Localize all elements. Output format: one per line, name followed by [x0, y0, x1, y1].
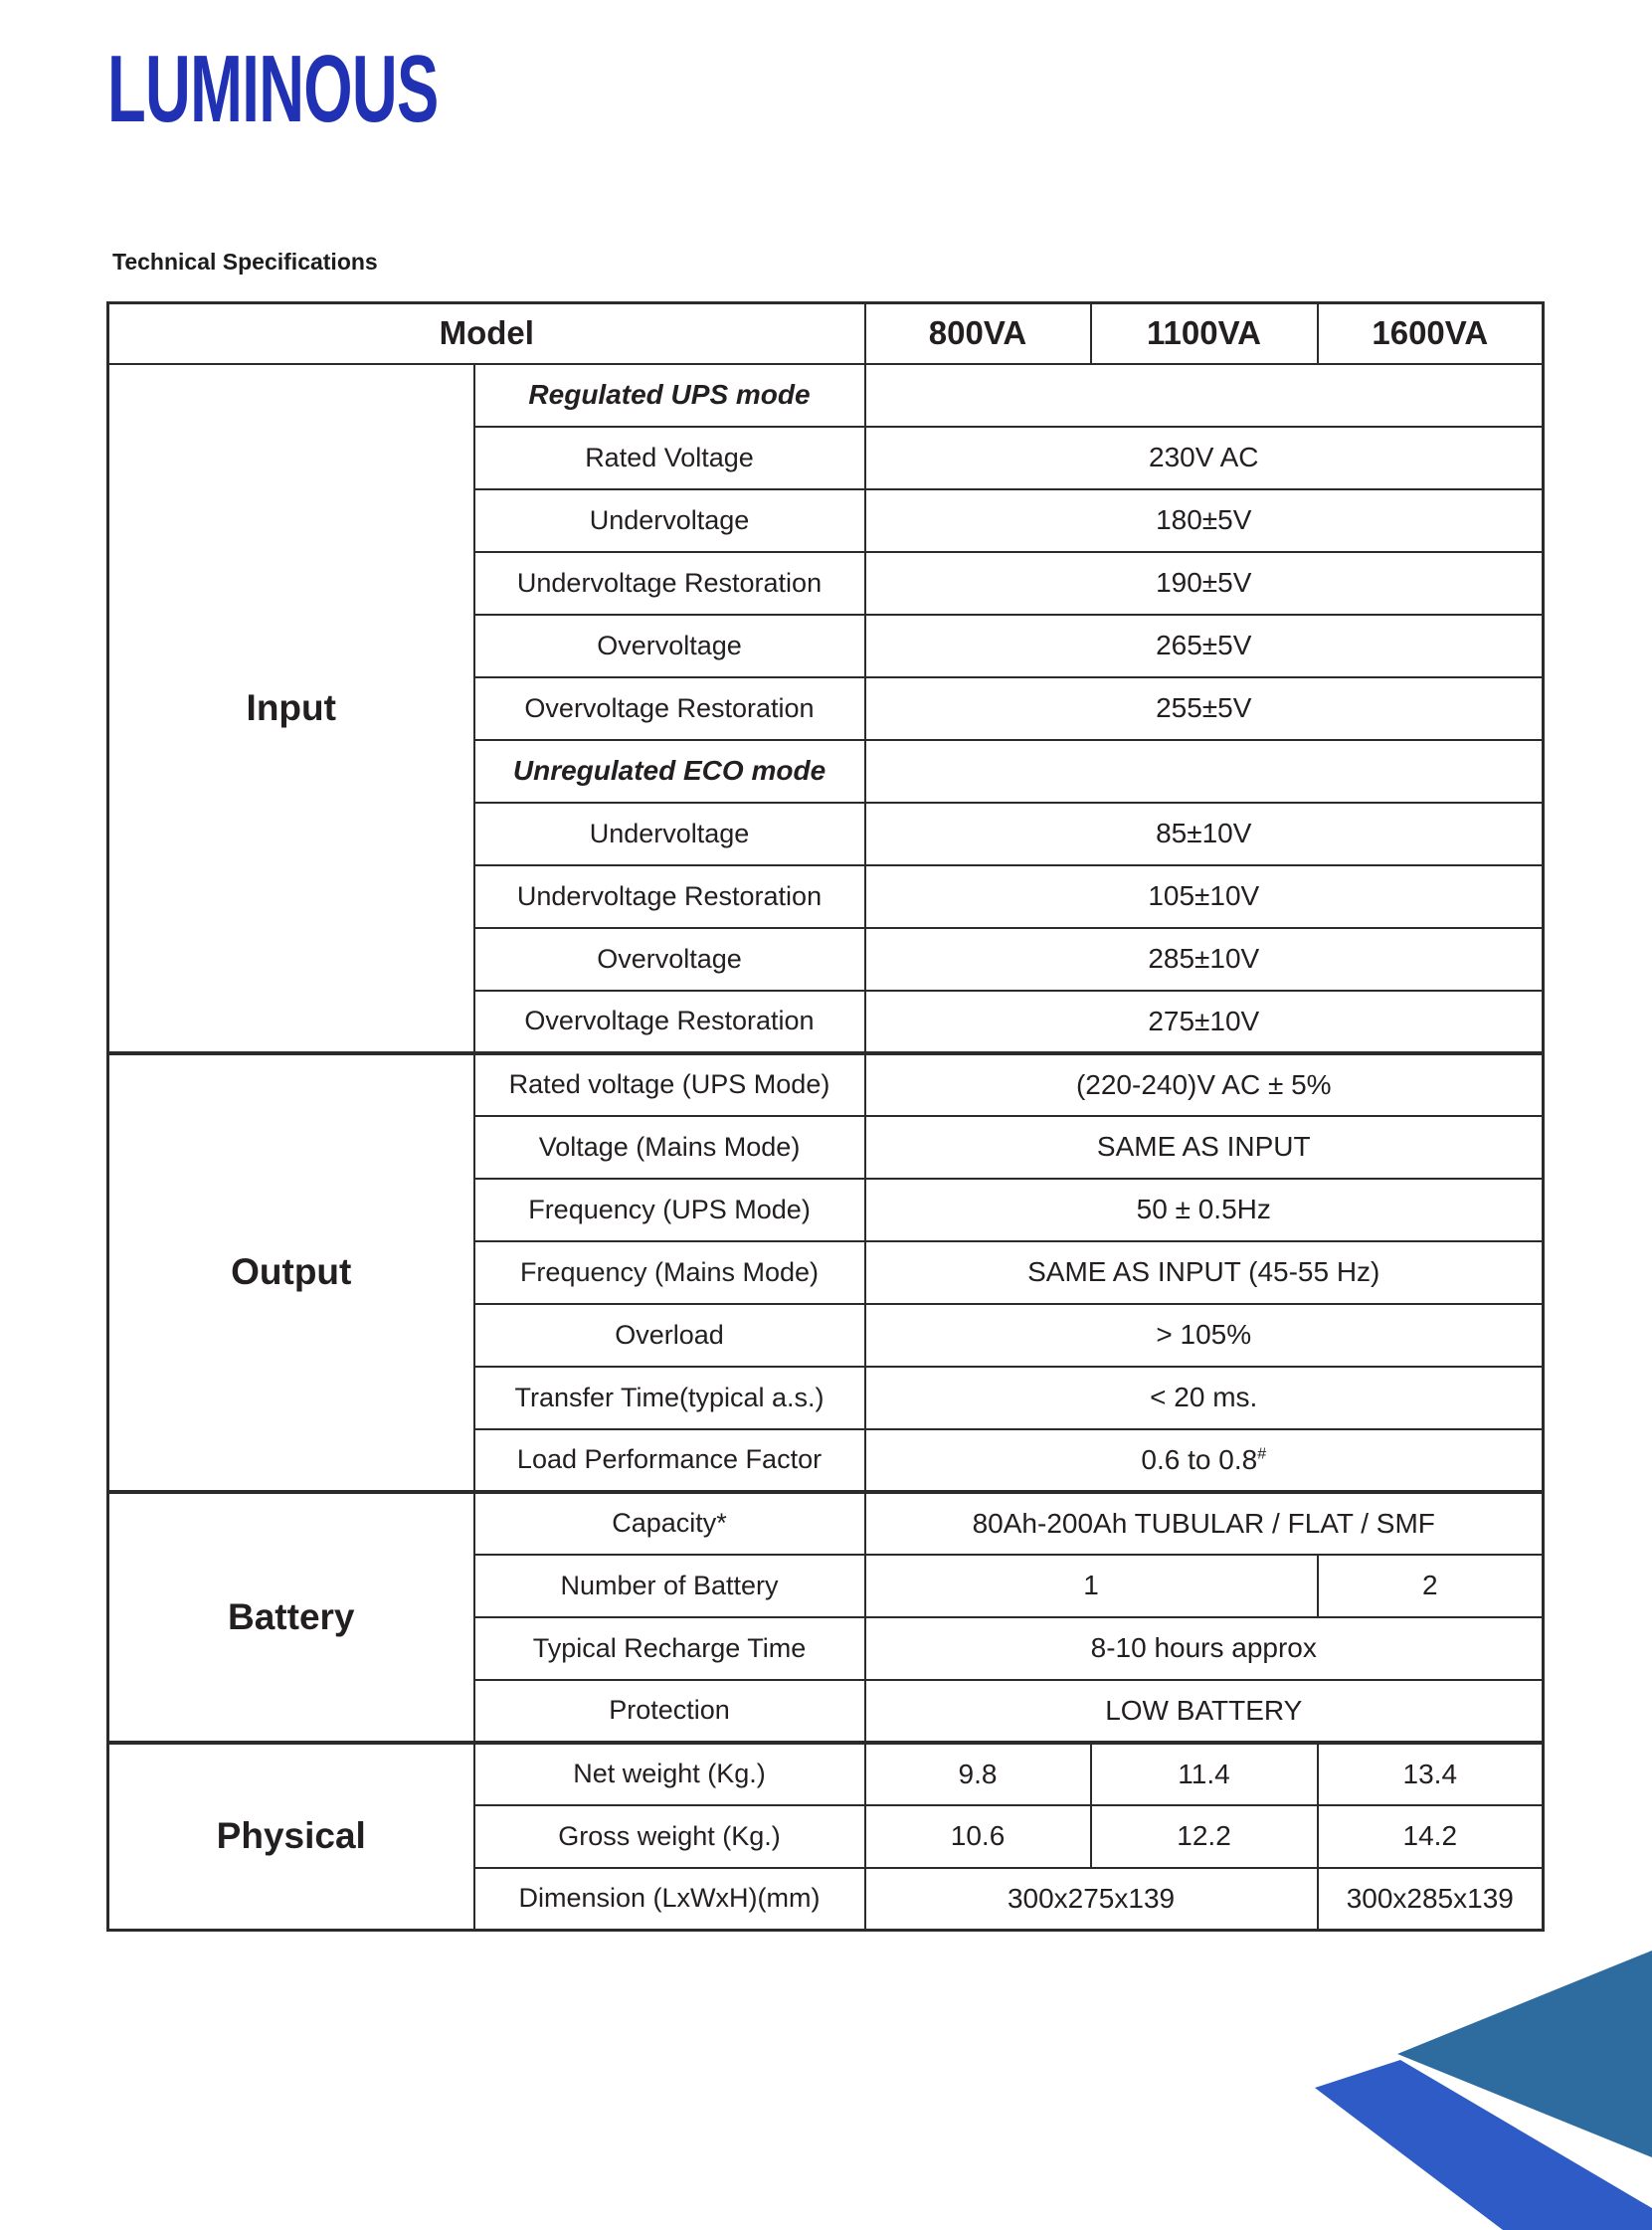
- param-cell: Net weight (Kg.): [474, 1743, 865, 1805]
- value-cell: 255±5V: [865, 677, 1544, 740]
- model-column-header: 1100VA: [1091, 303, 1318, 364]
- footnote-marker: #: [1257, 1445, 1267, 1463]
- param-cell: Typical Recharge Time: [474, 1617, 865, 1680]
- value-cell: 300x275x139: [865, 1868, 1318, 1931]
- value-cell: 50 ± 0.5Hz: [865, 1179, 1544, 1241]
- param-cell: Dimension (LxWxH)(mm): [474, 1868, 865, 1931]
- table-row: [108, 1492, 1544, 1555]
- section-label: Output: [108, 1053, 474, 1492]
- value-cell: 105±10V: [865, 865, 1544, 928]
- value-cell: 2: [1318, 1555, 1544, 1617]
- value-cell: 275±10V: [865, 991, 1544, 1053]
- page-title: Technical Specifications: [112, 249, 378, 275]
- value-cell: 85±10V: [865, 803, 1544, 865]
- value-cell: 8-10 hours approx: [865, 1617, 1544, 1680]
- luminous-logo: LUMINOUS: [107, 36, 439, 142]
- param-cell: Regulated UPS mode: [474, 364, 865, 427]
- value-cell: 9.8: [865, 1743, 1091, 1805]
- param-cell: Frequency (UPS Mode): [474, 1179, 865, 1241]
- value-cell: LOW BATTERY: [865, 1680, 1544, 1743]
- param-cell: Overvoltage: [474, 615, 865, 677]
- value-cell: 14.2: [1318, 1805, 1544, 1868]
- param-cell: Overvoltage: [474, 928, 865, 991]
- param-cell: Undervoltage Restoration: [474, 552, 865, 615]
- param-cell: Overvoltage Restoration: [474, 991, 865, 1053]
- param-cell: Overvoltage Restoration: [474, 677, 865, 740]
- model-header-cell: Model: [108, 303, 865, 364]
- value-cell: 180±5V: [865, 489, 1544, 552]
- param-cell: Unregulated ECO mode: [474, 740, 865, 803]
- value-cell: 12.2: [1091, 1805, 1318, 1868]
- value-cell: SAME AS INPUT (45-55 Hz): [865, 1241, 1544, 1304]
- value-cell: 0.6 to 0.8#: [865, 1429, 1544, 1492]
- model-column-header: 1600VA: [1318, 303, 1544, 364]
- param-cell: Rated Voltage: [474, 427, 865, 489]
- value-cell: 265±5V: [865, 615, 1544, 677]
- spec-table: [106, 301, 1545, 1932]
- table-row: [108, 364, 1544, 427]
- param-cell: Capacity*: [474, 1492, 865, 1555]
- value-cell: [865, 740, 1544, 803]
- param-cell: Load Performance Factor: [474, 1429, 865, 1492]
- decoration-dark-triangle: [1397, 1951, 1652, 2157]
- table-header-row: [108, 303, 1544, 364]
- value-cell: 11.4: [1091, 1743, 1318, 1805]
- value-cell: > 105%: [865, 1304, 1544, 1367]
- param-cell: Gross weight (Kg.): [474, 1805, 865, 1868]
- param-cell: Undervoltage Restoration: [474, 865, 865, 928]
- value-cell: 10.6: [865, 1805, 1091, 1868]
- value-cell: 230V AC: [865, 427, 1544, 489]
- param-cell: Undervoltage: [474, 803, 865, 865]
- param-cell: Number of Battery: [474, 1555, 865, 1617]
- value-cell: 13.4: [1318, 1743, 1544, 1805]
- value-cell: 1: [865, 1555, 1318, 1617]
- table-row: [108, 1743, 1544, 1805]
- param-cell: Overload: [474, 1304, 865, 1367]
- value-cell: 190±5V: [865, 552, 1544, 615]
- value-cell: (220-240)V AC ± 5%: [865, 1053, 1544, 1116]
- decoration-bright-band: [1315, 2060, 1652, 2230]
- param-cell: Transfer Time(typical a.s.): [474, 1367, 865, 1429]
- section-label: Input: [108, 364, 474, 1053]
- value-cell: < 20 ms.: [865, 1367, 1544, 1429]
- value-cell: 285±10V: [865, 928, 1544, 991]
- param-cell: Rated voltage (UPS Mode): [474, 1053, 865, 1116]
- section-label: Battery: [108, 1492, 474, 1743]
- param-cell: Voltage (Mains Mode): [474, 1116, 865, 1179]
- value-cell: 80Ah-200Ah TUBULAR / FLAT / SMF: [865, 1492, 1544, 1555]
- param-cell: Frequency (Mains Mode): [474, 1241, 865, 1304]
- param-cell: Protection: [474, 1680, 865, 1743]
- model-column-header: 800VA: [865, 303, 1091, 364]
- value-cell: 300x285x139: [1318, 1868, 1544, 1931]
- value-cell: [865, 364, 1544, 427]
- value-cell: SAME AS INPUT: [865, 1116, 1544, 1179]
- table-row: [108, 1053, 1544, 1116]
- section-label: Physical: [108, 1743, 474, 1931]
- param-cell: Undervoltage: [474, 489, 865, 552]
